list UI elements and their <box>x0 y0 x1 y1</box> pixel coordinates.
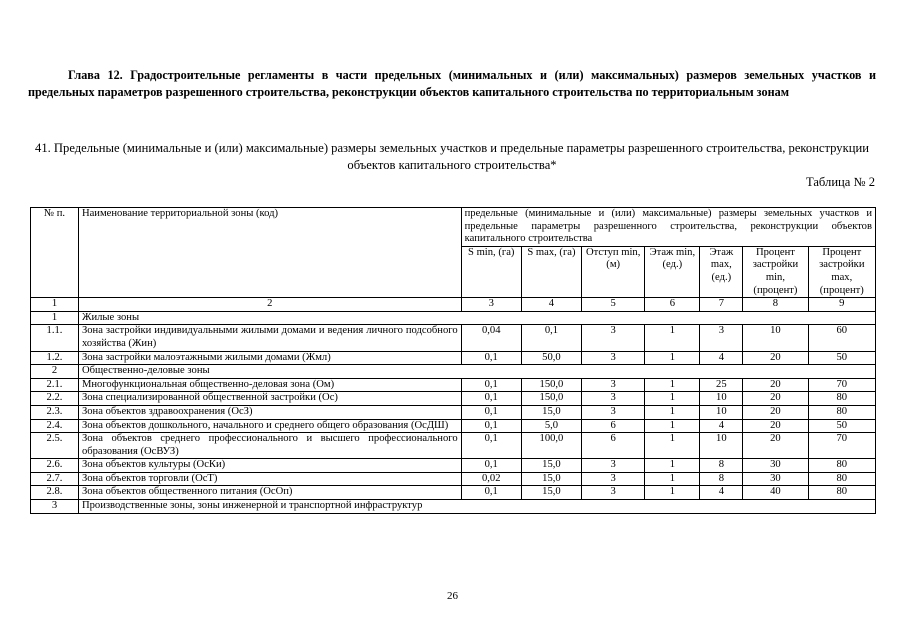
value-cell: 15,0 <box>521 405 581 419</box>
index-cell: 6 <box>645 298 700 312</box>
value-cell: 15,0 <box>521 486 581 500</box>
section-row <box>31 311 876 325</box>
table-row <box>31 405 876 419</box>
subheader-cell: Процент застройки min, (процент) <box>743 246 808 297</box>
value-cell: 0,1 <box>461 419 521 433</box>
zone-name: Зона застройки малоэтажными жилыми домами (Жмл) <box>78 351 461 365</box>
value-cell: 40 <box>743 486 808 500</box>
value-cell: 20 <box>743 405 808 419</box>
value-cell: 50 <box>808 419 875 433</box>
index-cell: 1 <box>31 298 79 312</box>
index-cell: 3 <box>461 298 521 312</box>
table-row <box>31 392 876 406</box>
value-cell: 100,0 <box>521 433 581 459</box>
chapter-heading: Глава 12. Градостроительные регламенты в части предельных (минимальных и (или) максимальных) размеров земельных участков и предельных параметров разрешенного строительства, реконструкции объектов капитального строительства по территориальным зонам <box>28 68 876 99</box>
row-number: 1 <box>31 311 79 325</box>
value-cell: 4 <box>700 351 743 365</box>
value-cell: 3 <box>700 325 743 351</box>
value-cell: 0,1 <box>461 405 521 419</box>
value-cell: 20 <box>743 419 808 433</box>
row-number: 2.3. <box>31 405 79 419</box>
value-cell: 15,0 <box>521 459 581 473</box>
value-cell: 3 <box>582 351 645 365</box>
value-cell: 0,1 <box>461 392 521 406</box>
value-cell: 3 <box>582 405 645 419</box>
value-cell: 1 <box>645 486 700 500</box>
section-row <box>31 365 876 379</box>
row-number: 2.6. <box>31 459 79 473</box>
row-number: 2.8. <box>31 486 79 500</box>
value-cell: 10 <box>700 405 743 419</box>
row-number: 2.5. <box>31 433 79 459</box>
table-label: Таблица № 2 <box>805 175 875 189</box>
value-cell: 1 <box>645 351 700 365</box>
table-row <box>31 433 876 459</box>
table-row <box>31 419 876 433</box>
zone-name: Зона объектов здравоохранения (ОсЗ) <box>78 405 461 419</box>
index-cell: 9 <box>808 298 875 312</box>
zone-name: Зона специализированной общественной застройки (Ос) <box>78 392 461 406</box>
value-cell: 20 <box>743 433 808 459</box>
header-row <box>31 208 876 247</box>
value-cell: 80 <box>808 459 875 473</box>
value-cell: 1 <box>645 433 700 459</box>
value-cell: 1 <box>645 378 700 392</box>
value-cell: 3 <box>582 378 645 392</box>
zone-name: Зона объектов среднего профессионального и высшего профессионального образования (ОсВУЗ) <box>78 433 461 459</box>
value-cell: 1 <box>645 419 700 433</box>
row-number: 3 <box>31 500 79 514</box>
zone-name: Многофункциональная общественно-деловая зона (Ом) <box>78 378 461 392</box>
zone-name: Зона объектов торговли (ОсТ) <box>78 472 461 486</box>
row-number: 2.7. <box>31 472 79 486</box>
subheader-cell: Отступ min, (м) <box>582 246 645 297</box>
section-title: 41. Предельные (минимальные и (или) максимальные) размеры земельных участков и предельные параметры разрешенного строительства, реконструкции объектов капитального строительства* <box>35 141 869 172</box>
value-cell: 30 <box>743 459 808 473</box>
value-cell: 20 <box>743 351 808 365</box>
section-row <box>31 500 876 514</box>
table-row <box>31 325 876 351</box>
value-cell: 0,1 <box>461 459 521 473</box>
value-cell: 150,0 <box>521 392 581 406</box>
value-cell: 0,1 <box>461 351 521 365</box>
value-cell: 0,04 <box>461 325 521 351</box>
value-cell: 3 <box>582 472 645 486</box>
value-cell: 80 <box>808 472 875 486</box>
value-cell: 3 <box>582 325 645 351</box>
subheader-cell: S max, (га) <box>521 246 581 297</box>
section-name: Жилые зоны <box>78 311 875 325</box>
value-cell: 70 <box>808 433 875 459</box>
value-cell: 3 <box>582 459 645 473</box>
index-cell: 7 <box>700 298 743 312</box>
value-cell: 80 <box>808 405 875 419</box>
value-cell: 20 <box>743 392 808 406</box>
index-cell: 5 <box>582 298 645 312</box>
col-name-header: Наименование территориальной зоны (код) <box>78 208 461 298</box>
value-cell: 4 <box>700 486 743 500</box>
page-number: 26 <box>447 590 458 602</box>
value-cell: 6 <box>582 433 645 459</box>
value-cell: 4 <box>700 419 743 433</box>
group-header: предельные (минимальные и (или) максимальные) размеры земельных участков и предельные параметры разрешенного строительства, реконструкции объектов капитального строительства <box>461 208 875 247</box>
value-cell: 30 <box>743 472 808 486</box>
subheader-cell: Этаж max, (ед.) <box>700 246 743 297</box>
table-row <box>31 459 876 473</box>
zone-name: Зона объектов общественного питания (ОсОп) <box>78 486 461 500</box>
value-cell: 1 <box>645 472 700 486</box>
subheader-cell: Процент застройки max, (процент) <box>808 246 875 297</box>
value-cell: 0,1 <box>461 433 521 459</box>
regulations-table <box>30 207 876 514</box>
value-cell: 6 <box>582 419 645 433</box>
value-cell: 25 <box>700 378 743 392</box>
index-cell: 2 <box>78 298 461 312</box>
value-cell: 0,1 <box>521 325 581 351</box>
value-cell: 60 <box>808 325 875 351</box>
row-number: 1.2. <box>31 351 79 365</box>
section-name: Общественно-деловые зоны <box>78 365 875 379</box>
value-cell: 10 <box>743 325 808 351</box>
value-cell: 50,0 <box>521 351 581 365</box>
row-number: 2.4. <box>31 419 79 433</box>
value-cell: 3 <box>582 486 645 500</box>
value-cell: 5,0 <box>521 419 581 433</box>
index-row <box>31 298 876 312</box>
row-number: 2.1. <box>31 378 79 392</box>
value-cell: 70 <box>808 378 875 392</box>
value-cell: 1 <box>645 405 700 419</box>
value-cell: 8 <box>700 459 743 473</box>
value-cell: 10 <box>700 392 743 406</box>
index-cell: 4 <box>521 298 581 312</box>
table-row <box>31 378 876 392</box>
value-cell: 1 <box>645 459 700 473</box>
value-cell: 80 <box>808 486 875 500</box>
index-cell: 8 <box>743 298 808 312</box>
value-cell: 3 <box>582 392 645 406</box>
value-cell: 15,0 <box>521 472 581 486</box>
subheader-cell: S min, (га) <box>461 246 521 297</box>
row-number: 2.2. <box>31 392 79 406</box>
subheader-cell: Этаж min, (ед.) <box>645 246 700 297</box>
value-cell: 0,02 <box>461 472 521 486</box>
value-cell: 0,1 <box>461 378 521 392</box>
row-number: 1.1. <box>31 325 79 351</box>
value-cell: 150,0 <box>521 378 581 392</box>
value-cell: 20 <box>743 378 808 392</box>
table-row <box>31 486 876 500</box>
zone-name: Зона объектов дошкольного, начального и среднего общего образования (ОсДШ) <box>78 419 461 433</box>
col-num-header: № п. <box>31 208 79 298</box>
value-cell: 8 <box>700 472 743 486</box>
zone-name: Зона объектов культуры (ОсКи) <box>78 459 461 473</box>
row-number: 2 <box>31 365 79 379</box>
table-row <box>31 351 876 365</box>
value-cell: 1 <box>645 392 700 406</box>
value-cell: 1 <box>645 325 700 351</box>
value-cell: 80 <box>808 392 875 406</box>
value-cell: 10 <box>700 433 743 459</box>
value-cell: 0,1 <box>461 486 521 500</box>
table-row <box>31 472 876 486</box>
value-cell: 50 <box>808 351 875 365</box>
section-name: Производственные зоны, зоны инженерной и транспортной инфраструктур <box>78 500 875 514</box>
zone-name: Зона застройки индивидуальными жилыми домами и ведения личного подсобного хозяйства (Жин) <box>78 325 461 351</box>
